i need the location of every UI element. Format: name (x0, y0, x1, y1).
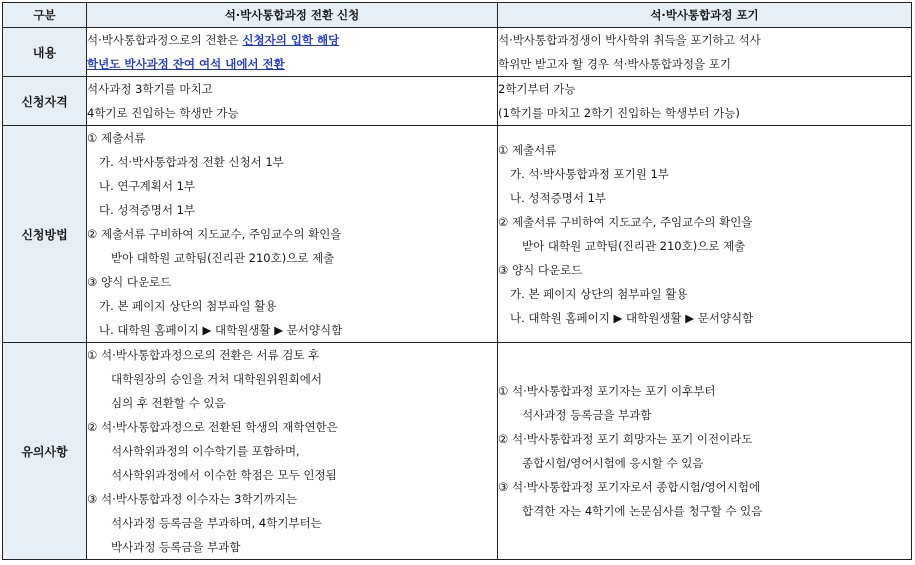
text-line: ① 석·박사통합과정 포기자는 포기 이후부터 (498, 384, 716, 398)
text-line: 박사과정 등록금을 부과함 (111, 540, 241, 554)
method-abandon-cell (498, 126, 912, 343)
text-line: 석사과정 등록금을 부과하며, 4학기부터는 (111, 516, 322, 530)
content-conversion-highlight-1: 신청자의 입학 해당 (242, 33, 340, 47)
text-line: 가. 석·박사통합과정 전환 신청서 1부 (99, 155, 284, 169)
text-line: (1학기를 마치고 2학기 진입하는 학생부터 가능) (498, 106, 740, 120)
text-line: ③ 양식 다운로드 (87, 275, 172, 289)
row-eligibility (3, 77, 912, 126)
text-line: 나. 연구계획서 1부 (99, 179, 196, 193)
text-line: 다. 성적증명서 1부 (99, 203, 196, 217)
header-conversion: 석·박사통합과정 전환 신청 (87, 3, 498, 28)
text-line: 석사학위과정에서 이수한 학점은 모두 인정됨 (111, 468, 337, 482)
content-conversion-line-1 (87, 28, 497, 52)
text-line: 합격한 자는 4학기에 논문심사를 청구할 수 있음 (522, 504, 763, 518)
text-line: 석사과정 3학기를 마치고 (87, 82, 213, 96)
content-conversion-cell (87, 28, 498, 77)
content-conversion-text: 석·박사통합과정으로의 전환은 (87, 33, 243, 47)
row-label-eligibility: 신청자격 (3, 77, 87, 126)
header-category: 구분 (3, 3, 87, 28)
text-line: 받아 대학원 교학팀(진리관 210호)으로 제출 (522, 239, 746, 253)
row-method (3, 126, 912, 343)
text-line: ① 제출서류 (87, 131, 146, 145)
text-line: ② 석·박사통합과정으로 전환된 학생의 재학연한은 (87, 420, 338, 434)
text-line: 4학기로 진입하는 학생만 가능 (87, 106, 239, 120)
notes-abandon-cell (498, 343, 912, 560)
text-line: 2학기부터 가능 (498, 82, 576, 96)
content-conversion-line-2 (87, 52, 497, 76)
header-row (3, 3, 912, 28)
text-line: 가. 본 페이지 상단의 첨부파일 활용 (510, 287, 688, 301)
header-abandon: 석·박사통합과정 포기 (498, 3, 912, 28)
row-notes (3, 343, 912, 560)
comparison-table (2, 2, 912, 560)
text-line: 나. 대학원 홈페이지 ▶ 대학원생활 ▶ 문서양식함 (99, 323, 343, 337)
text-line: ② 제출서류 구비하여 지도교수, 주임교수의 확인을 (87, 227, 342, 241)
text-line: ① 석·박사통합과정으로의 전환은 서류 검토 후 (87, 348, 320, 362)
text-line: 석·박사통합과정생이 박사학위 취득을 포기하고 석사 (498, 33, 761, 47)
eligibility-abandon-cell (498, 77, 912, 126)
text-line: ③ 석·박사통합과정 이수자는 3학기까지는 (87, 492, 297, 506)
text-line: ② 제출서류 구비하여 지도교수, 주임교수의 확인을 (498, 215, 753, 229)
text-line: 대학원장의 승인을 거쳐 대학원위원회에서 (111, 372, 322, 386)
text-line: 석사학위과정의 이수학기를 포함하며, (111, 444, 300, 458)
text-line: ② 석·박사통합과정 포기 희망자는 포기 이전이라도 (498, 432, 753, 446)
row-label-content: 내용 (3, 28, 87, 77)
text-line: ① 제출서류 (498, 143, 557, 157)
text-line: 가. 본 페이지 상단의 첨부파일 활용 (99, 299, 277, 313)
text-line: 학위만 받고자 할 경우 석·박사통합과정을 포기 (498, 57, 732, 71)
text-line: 가. 석·박사통합과정 포기원 1부 (510, 167, 669, 181)
text-line: 심의 후 전환할 수 있음 (111, 396, 226, 410)
method-conversion-cell (87, 126, 498, 343)
text-line: 석사과정 등록금을 부과함 (522, 408, 652, 422)
text-line: 받아 대학원 교학팀(진리관 210호)으로 제출 (111, 251, 335, 265)
text-line: 종합시험/영어시험에 응시할 수 있음 (522, 456, 704, 470)
row-label-notes: 유의사항 (3, 343, 87, 560)
row-content (3, 28, 912, 77)
text-line: ③ 석·박사통합과정 포기자로서 종합시험/영어시험에 (498, 480, 761, 494)
notes-conversion-cell (87, 343, 498, 560)
content-conversion-highlight-2: 학년도 박사과정 잔여 여석 내에서 전환 (87, 57, 285, 71)
text-line: ③ 양식 다운로드 (498, 263, 583, 277)
row-label-method: 신청방법 (3, 126, 87, 343)
text-line: 나. 대학원 홈페이지 ▶ 대학원생활 ▶ 문서양식함 (510, 311, 754, 325)
eligibility-conversion-cell (87, 77, 498, 126)
content-abandon-cell (498, 28, 912, 77)
text-line: 나. 성적증명서 1부 (510, 191, 607, 205)
